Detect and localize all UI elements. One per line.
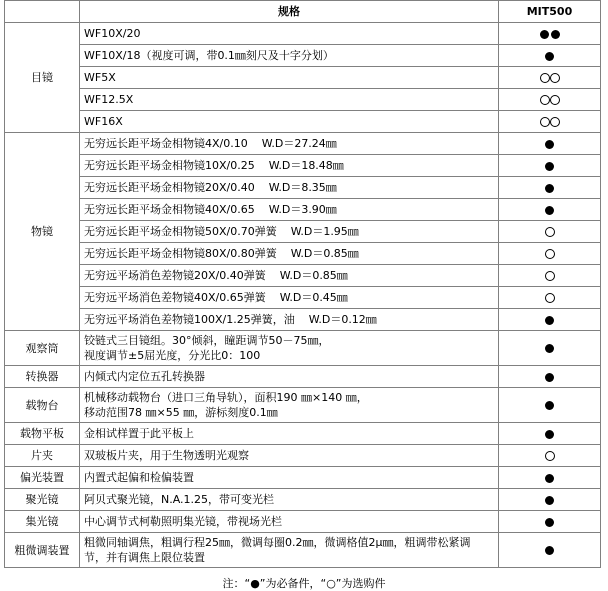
row-text-cell (80, 133, 499, 155)
row-text: 无穷远平场消色差物镜100X/1.25弹簧，油 (84, 313, 295, 326)
row-text: 无穷远长距平场金相物镜50X/0.70弹簧 (84, 225, 277, 238)
item-desc (80, 467, 499, 489)
hollow-circle-icon (540, 117, 550, 127)
row-text-cell (80, 309, 499, 331)
mark-cell (499, 366, 601, 388)
header-model: MIT500 (499, 1, 601, 23)
item-desc (80, 489, 499, 511)
table-row (5, 265, 601, 287)
row-text: 无穷远长距平场金相物镜20X/0.40 (84, 181, 255, 194)
filled-dot-icon (545, 518, 554, 527)
item-desc-line: 节，并有调焦上限位装置 (84, 551, 205, 564)
header-spec-label: 规格 (80, 1, 499, 23)
working-distance: W.D＝0.45㎜ (279, 291, 348, 304)
table-row (5, 423, 601, 445)
row-text-cell (80, 287, 499, 309)
row-text: 无穷远长距平场金相物镜10X/0.25 (84, 159, 255, 172)
item-label: 转换器 (5, 366, 80, 388)
filled-dot-icon (545, 344, 554, 353)
item-desc-line: 移动范围78 ㎜×55 ㎜，游标刻度0.1㎜ (84, 406, 278, 419)
working-distance: W.D＝0.12㎜ (308, 313, 377, 326)
legend-note: 注：“●”为必备件，“○”为选购件 (222, 577, 386, 590)
item-label: 载物台 (5, 388, 80, 423)
row-text-cell (80, 243, 499, 265)
header-blank-cell (5, 1, 80, 23)
row-text: 无穷远平场消色差物镜40X/0.65弹簧 (84, 291, 266, 304)
row-text-cell (80, 177, 499, 199)
item-desc-line: 阿贝式聚光镜，N.A.1.25，带可变光栏 (84, 493, 275, 506)
working-distance: W.D＝1.95㎜ (290, 225, 359, 238)
item-desc-line: 视度调节±5屈光度，分光比0：100 (84, 349, 261, 362)
mark-cell (499, 265, 601, 287)
item-label: 片夹 (5, 445, 80, 467)
specification-table (4, 0, 601, 568)
mark-cell (499, 309, 601, 331)
row-text: 无穷远平场消色差物镜20X/0.40弹簧 (84, 269, 266, 282)
row-text: WF5X (80, 67, 499, 89)
mark-cell (499, 221, 601, 243)
group-label-objective: 物镜 (5, 133, 80, 331)
table-row (5, 533, 601, 568)
item-label: 载物平板 (5, 423, 80, 445)
item-desc-line: 中心调节式柯勒照明集光镜，带视场光栏 (84, 515, 282, 528)
mark-cell (499, 67, 601, 89)
hollow-circle-icon (540, 73, 550, 83)
hollow-circle-icon (550, 117, 560, 127)
mark-cell (499, 133, 601, 155)
table-row (5, 445, 601, 467)
filled-dot-icon (540, 30, 549, 39)
table-row (5, 489, 601, 511)
hollow-circle-icon (545, 227, 555, 237)
table-row (5, 133, 601, 155)
row-text: 无穷远长距平场金相物镜4X/0.10 (84, 137, 248, 150)
hollow-circle-icon (545, 293, 555, 303)
mark-cell (499, 23, 601, 45)
table-row (5, 221, 601, 243)
mark-cell (499, 243, 601, 265)
row-text-cell (80, 221, 499, 243)
mark-cell (499, 467, 601, 489)
hollow-circle-icon (550, 73, 560, 83)
row-text: WF10X/18（视度可调，带0.1㎜刻尺及十字分划） (80, 45, 499, 67)
working-distance: W.D＝0.85㎜ (279, 269, 348, 282)
item-desc (80, 445, 499, 467)
filled-dot-icon (545, 316, 554, 325)
item-label: 聚光镜 (5, 489, 80, 511)
table-row (5, 23, 601, 45)
filled-dot-icon (545, 184, 554, 193)
table-row (5, 45, 601, 67)
filled-dot-icon (545, 496, 554, 505)
group-label-eyepiece: 目镜 (5, 23, 80, 133)
row-text: WF10X/20 (80, 23, 499, 45)
hollow-circle-icon (545, 271, 555, 281)
row-text: 无穷远长距平场金相物镜40X/0.65 (84, 203, 255, 216)
filled-dot-icon (545, 373, 554, 382)
mark-cell (499, 511, 601, 533)
working-distance: W.D＝18.48㎜ (268, 159, 344, 172)
table-header-row (5, 1, 601, 23)
mark-cell (499, 388, 601, 423)
filled-dot-icon (545, 162, 554, 171)
item-desc-line: 双玻板片夹，用于生物透明光观察 (84, 449, 249, 462)
row-text: WF16X (80, 111, 499, 133)
filled-dot-icon (551, 30, 560, 39)
table-row (5, 309, 601, 331)
table-row (5, 111, 601, 133)
item-desc-line: 金相试样置于此平板上 (84, 427, 194, 440)
mark-cell (499, 489, 601, 511)
row-text-cell (80, 199, 499, 221)
mark-cell (499, 89, 601, 111)
hollow-circle-icon (540, 95, 550, 105)
item-desc (80, 366, 499, 388)
working-distance: W.D＝8.35㎜ (268, 181, 337, 194)
item-desc-line: 内倾式内定位五孔转换器 (84, 370, 205, 383)
table-row (5, 155, 601, 177)
item-desc (80, 511, 499, 533)
filled-dot-icon (545, 474, 554, 483)
mark-cell (499, 331, 601, 366)
mark-cell (499, 45, 601, 67)
item-desc (80, 423, 499, 445)
mark-cell (499, 423, 601, 445)
item-label: 集光镜 (5, 511, 80, 533)
table-row (5, 388, 601, 423)
table-row (5, 199, 601, 221)
table-row (5, 331, 601, 366)
table-row (5, 177, 601, 199)
filled-dot-icon (545, 546, 554, 555)
row-text: WF12.5X (80, 89, 499, 111)
mark-cell (499, 199, 601, 221)
mark-cell (499, 111, 601, 133)
item-desc-line: 机械移动载物台（进口三角导轨），面积190 ㎜×140 ㎜， (84, 391, 368, 404)
working-distance: W.D＝0.85㎜ (290, 247, 359, 260)
table-row (5, 511, 601, 533)
item-desc (80, 533, 499, 568)
row-text: 无穷远长距平场金相物镜80X/0.80弹簧 (84, 247, 277, 260)
filled-dot-icon (545, 401, 554, 410)
item-label: 偏光装置 (5, 467, 80, 489)
item-desc (80, 331, 499, 366)
item-desc-line: 内置式起偏和检偏装置 (84, 471, 194, 484)
hollow-circle-icon (545, 249, 555, 259)
filled-dot-icon (545, 52, 554, 61)
mark-cell (499, 177, 601, 199)
table-row (5, 67, 601, 89)
hollow-circle-icon (550, 95, 560, 105)
table-row (5, 243, 601, 265)
mark-cell (499, 155, 601, 177)
filled-dot-icon (545, 430, 554, 439)
table-body (5, 1, 601, 568)
table-row (5, 366, 601, 388)
table-row (5, 467, 601, 489)
item-desc (80, 388, 499, 423)
filled-dot-icon (545, 140, 554, 149)
item-label: 粗微调装置 (5, 533, 80, 568)
row-text-cell (80, 265, 499, 287)
table-row (5, 287, 601, 309)
filled-dot-icon (545, 206, 554, 215)
mark-cell (499, 287, 601, 309)
item-desc-line: 铰链式三目镜组。30°倾斜，瞳距调节50－75㎜， (84, 334, 330, 347)
table-row (5, 89, 601, 111)
item-label: 观察筒 (5, 331, 80, 366)
working-distance: W.D＝27.24㎜ (261, 137, 337, 150)
mark-cell (499, 533, 601, 568)
mark-cell (499, 445, 601, 467)
item-desc-line: 粗微同轴调焦，粗调行程25㎜，微调每圈0.2㎜，微调格值2μ㎜，粗调带松紧调 (84, 536, 471, 549)
row-text-cell (80, 155, 499, 177)
working-distance: W.D＝3.90㎜ (268, 203, 337, 216)
